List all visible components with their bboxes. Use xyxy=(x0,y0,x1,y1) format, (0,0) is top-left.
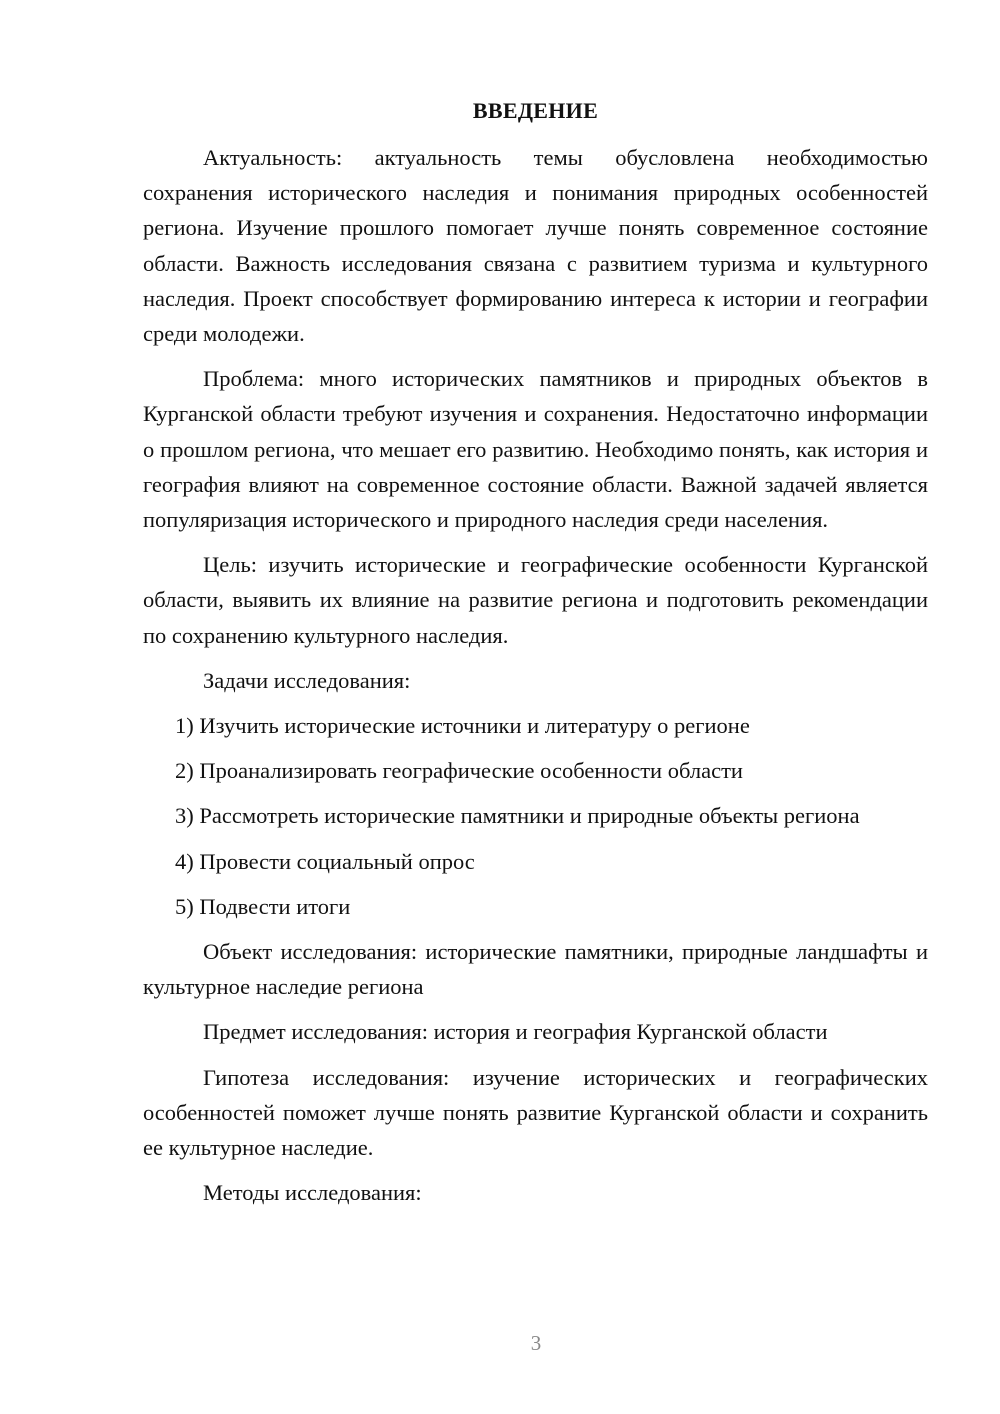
object-paragraph: Объект исследования: исторические памятники, природные ландшафты и культурное наследие региона xyxy=(143,939,928,1000)
document-page xyxy=(143,94,928,1220)
problem-paragraph: Проблема: много исторических памятников и природных объектов в Курганской области требуют изучения и сохранения. Недостаточно информации о прошлом региона, что мешает его развитию. Необходимо понять, как история и география влияют на современное состояние области. Важной задачей является популяризация исторического и природного наследия среди населения. xyxy=(143,366,928,533)
task-item: 4) Провести социальный опрос xyxy=(175,848,475,874)
subject-paragraph: Предмет исследования: история и география Курганской области xyxy=(203,1019,828,1045)
tasks-heading: Задачи исследования: xyxy=(203,667,411,693)
task-item: 2) Проанализировать географические особенности области xyxy=(175,758,743,784)
hypothesis-paragraph: Гипотеза исследования: изучение исторических и географических особенностей поможет лучше понять развитие Курганской области и сохранить ее культурное наследие. xyxy=(143,1064,928,1161)
section-title: ВВЕДЕНИЕ xyxy=(472,98,599,123)
task-item: 1) Изучить исторические источники и литературу о регионе xyxy=(175,713,750,739)
task-item: 5) Подвести итоги xyxy=(175,893,351,919)
relevance-paragraph: Актуальность: актуальность темы обусловлена необходимостью сохранения исторического наследия и понимания природных особенностей региона. Изучение прошлого помогает лучше понять современное состояние области. Важность исследования связана с развитием туризма и культурного наследия. Проект способствует формированию интереса к истории и географии среди молодежи. xyxy=(143,145,928,347)
methods-heading: Методы исследования: xyxy=(203,1180,422,1206)
task-item: 3) Рассмотреть исторические памятники и природные объекты региона xyxy=(175,803,860,829)
page-number: 3 xyxy=(530,1331,542,1355)
goal-paragraph: Цель: изучить исторические и географические особенности Курганской области, выявить их влияние на развитие региона и подготовить рекомендации по сохранению культурного наследия. xyxy=(143,552,928,648)
